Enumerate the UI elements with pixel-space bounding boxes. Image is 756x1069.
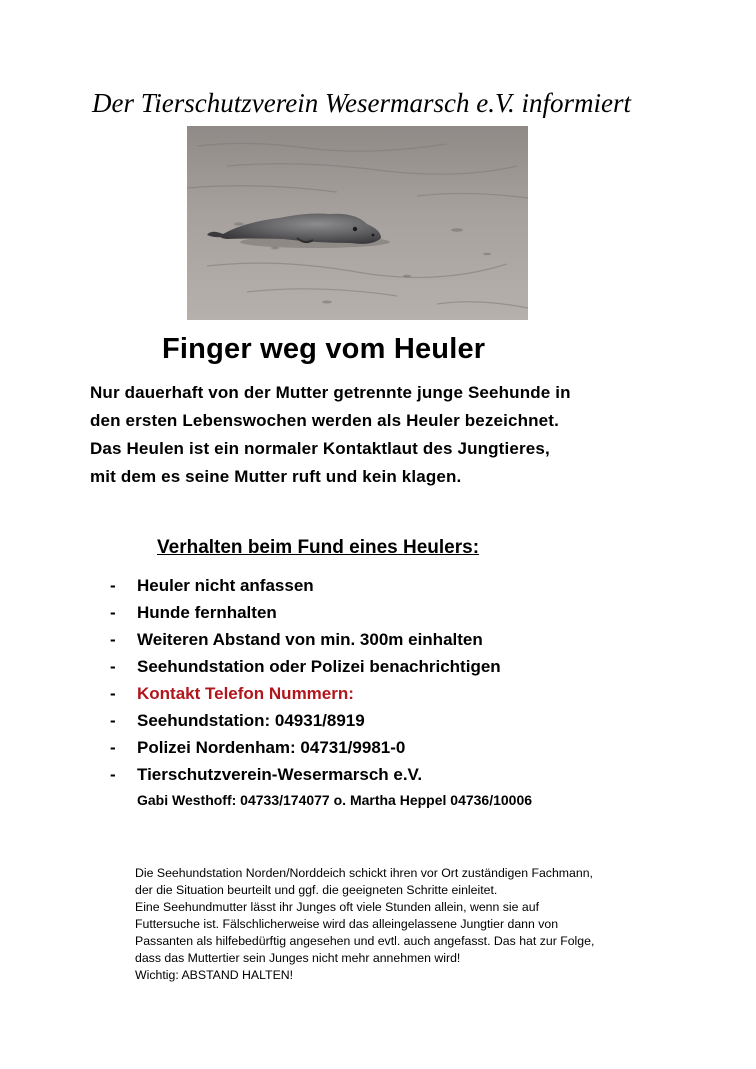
bullet-item — [110, 603, 277, 623]
intro-line: Das Heulen ist ein normaler Kontaktlaut des Jungtieres, — [90, 439, 550, 458]
bullet-item — [110, 711, 365, 731]
bullet-item-contact-heading — [110, 684, 354, 704]
bullet-dash: - — [110, 711, 116, 730]
intro-line: Nur dauerhaft von der Mutter getrennte junge Seehunde in — [90, 383, 571, 402]
bullet-item — [110, 576, 314, 596]
note-line: Die Seehundstation Norden/Norddeich schickt ihren vor Ort zuständigen Fachmann, — [135, 866, 593, 880]
bullet-text: Seehundstation: 04931/8919 — [137, 711, 365, 730]
note-line: Eine Seehundmutter lässt ihr Junges oft viele Stunden allein, wenn sie auf — [135, 900, 539, 914]
note-line: der die Situation beurteilt und ggf. die geeigneten Schritte einleitet. — [135, 883, 498, 897]
bullet-dash: - — [110, 576, 116, 595]
subtitle: Verhalten beim Fund eines Heulers: — [157, 537, 480, 558]
bullet-dash: - — [110, 765, 116, 784]
bullet-item — [110, 738, 405, 758]
bullet-text: Kontakt Telefon Nummern: — [137, 684, 354, 703]
title: Finger weg vom Heuler — [162, 333, 486, 365]
bullet-text: Seehundstation oder Polizei benachrichtigen — [137, 657, 501, 676]
note-line: Passanten als hilfebedürftig angesehen und evtl. auch angefasst. Das hat zur Folge, — [135, 934, 595, 948]
bullet-text: Tierschutzverein-Wesermarsch e.V. — [137, 765, 423, 784]
note-line: dass das Muttertier sein Junges nicht mehr annehmen wird! — [135, 951, 461, 965]
bullet-text: Hunde fernhalten — [137, 603, 277, 622]
contact-persons: Gabi Westhoff: 04733/174077 o. Martha Heppel 04736/10006 — [137, 792, 533, 808]
bullet-text: Heuler nicht anfassen — [137, 576, 314, 595]
bullet-dash: - — [110, 657, 116, 676]
bullet-item — [110, 765, 422, 785]
bullet-dash: - — [110, 603, 116, 622]
bullet-text: Polizei Nordenham: 04731/9981-0 — [137, 738, 406, 757]
intro-line: mit dem es seine Mutter ruft und kein klagen. — [90, 467, 462, 486]
note-line: Futtersuche ist. Fälschlicherweise wird das alleingelassene Jungtier dann von — [135, 917, 559, 931]
bullet-text: Weiteren Abstand von min. 300m einhalten — [137, 630, 483, 649]
bullet-dash: - — [110, 684, 116, 703]
bullet-item — [110, 630, 483, 650]
bullet-dash: - — [110, 630, 116, 649]
bullet-item — [110, 657, 501, 677]
seal-pup-photo — [187, 126, 528, 320]
header-heading: Der Tierschutzverein Wesermarsch e.V. informiert — [92, 88, 631, 118]
note-line: Wichtig: ABSTAND HALTEN! — [135, 968, 294, 982]
intro-line: den ersten Lebenswochen werden als Heuler bezeichnet. — [90, 411, 559, 430]
bullet-dash: - — [110, 738, 116, 757]
